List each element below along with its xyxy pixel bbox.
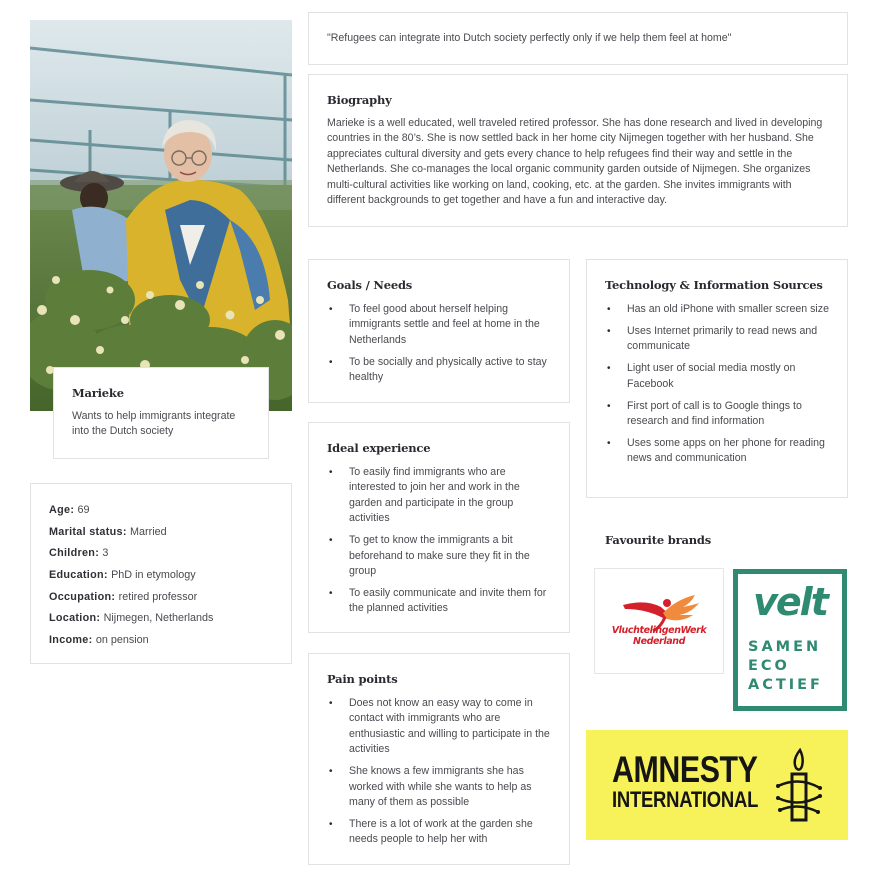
vluchtelingenwerk-bird-icon bbox=[595, 569, 722, 672]
list-item: • Has an old iPhone with smaller screen size bbox=[605, 302, 829, 317]
technology-list bbox=[605, 302, 829, 467]
biography-title: Biography bbox=[327, 93, 392, 107]
velt-wordmark: velt bbox=[753, 580, 827, 624]
info-occupation: Occupation: retired professor bbox=[49, 590, 198, 603]
persona-photo-illustration bbox=[30, 20, 292, 411]
velt-tagline-actief: ACTIEF bbox=[748, 677, 823, 693]
list-item: • To get to know the immigrants a bit beforehand to make sure they fit in the group bbox=[327, 533, 551, 579]
list-item: • Light user of social media mostly on Facebook bbox=[605, 361, 829, 392]
persona-tagline: Wants to help immigrants integrate into the Dutch society bbox=[72, 410, 236, 438]
list-item: • Uses some apps on her phone for reading news and communication bbox=[605, 436, 829, 467]
list-item: • There is a lot of work at the garden she needs people to help her with bbox=[327, 817, 551, 848]
amnesty-wordmark-line2: INTERNATIONAL bbox=[612, 787, 759, 812]
list-item: • Uses Internet primarily to read news and communicate bbox=[605, 324, 829, 355]
technology-card bbox=[586, 259, 848, 498]
info-children: Children: 3 bbox=[49, 547, 109, 560]
amnesty-international-logo bbox=[586, 730, 848, 840]
persona-name: Marieke bbox=[72, 386, 124, 400]
info-education: Education: PhD in etymology bbox=[49, 569, 196, 582]
info-marital-status: Marital status: Married bbox=[49, 525, 167, 538]
velt-tagline-eco: ECO bbox=[748, 658, 790, 674]
goals-title: Goals / Needs bbox=[327, 278, 413, 292]
biography-card bbox=[308, 74, 848, 227]
list-item: • To easily find immigrants who are interested to join her and work in the garden and participate in the group activities bbox=[327, 465, 551, 527]
info-income: Income: on pension bbox=[49, 634, 149, 647]
list-item: • Does not know an easy way to come in contact with immigrants who are enthusiastic and willing to participate in the activities bbox=[327, 696, 551, 758]
list-item: • To easily communicate and invite them for the planned activities bbox=[327, 586, 551, 617]
persona-name-card bbox=[53, 367, 269, 459]
list-item: • She knows a few immigrants she has worked with while she wants to help as many of them as possible bbox=[327, 764, 551, 810]
velt-logo bbox=[733, 569, 847, 711]
ideal-experience-card bbox=[308, 422, 570, 633]
goals-card bbox=[308, 259, 570, 403]
list-item: • First port of call is to Google things to research and find information bbox=[605, 399, 829, 430]
ideal-experience-list bbox=[327, 465, 551, 617]
technology-title: Technology & Information Sources bbox=[605, 278, 823, 292]
list-item: • To feel good about herself helping immigrants settle and feel at home in the Netherlands bbox=[327, 302, 551, 348]
persona-photo bbox=[30, 20, 292, 411]
amnesty-candle-icon bbox=[774, 746, 824, 826]
pain-points-card bbox=[308, 653, 570, 865]
pain-points-list bbox=[327, 696, 551, 848]
info-age: Age: 69 bbox=[49, 504, 90, 516]
demographics-card bbox=[30, 483, 292, 664]
velt-tagline-samen: SAMEN bbox=[748, 639, 822, 655]
list-item: • To be socially and physically active to stay healthy bbox=[327, 355, 551, 386]
persona-quote-card bbox=[308, 12, 848, 65]
biography-text: Marieke is a well educated, well traveled retired professor. She has done research and lived in developing countries in the 80’s. She is now settled back in her home city Nijmegen together with her husband. She appreciates cultural diversity and gets every chance to help refugees find their way and settle in the Netherlands. She co-manages the local organic community garden outside of Nijmegen. She organizes multi-cultural activities like working on land, cooking, etc. at the garden. She invites immigrants with different backgrounds to get together and have a fun and interactive day. bbox=[327, 117, 823, 207]
vluchtelingenwerk-name-line2: Nederland bbox=[633, 636, 685, 647]
favourite-brands-title: Favourite brands bbox=[605, 533, 711, 547]
ideal-experience-title: Ideal experience bbox=[327, 441, 431, 455]
persona-quote: "Refugees can integrate into Dutch society perfectly only if we help them feel at home" bbox=[327, 32, 732, 44]
vluchtelingenwerk-name-line1: VluchtelingenWerk bbox=[611, 625, 707, 636]
goals-list bbox=[327, 302, 551, 386]
amnesty-wordmark-line1: AMNESTY bbox=[612, 749, 758, 790]
vluchtelingenwerk-logo bbox=[594, 568, 724, 674]
info-location: Location: Nijmegen, Netherlands bbox=[49, 612, 214, 625]
pain-points-title: Pain points bbox=[327, 672, 398, 686]
